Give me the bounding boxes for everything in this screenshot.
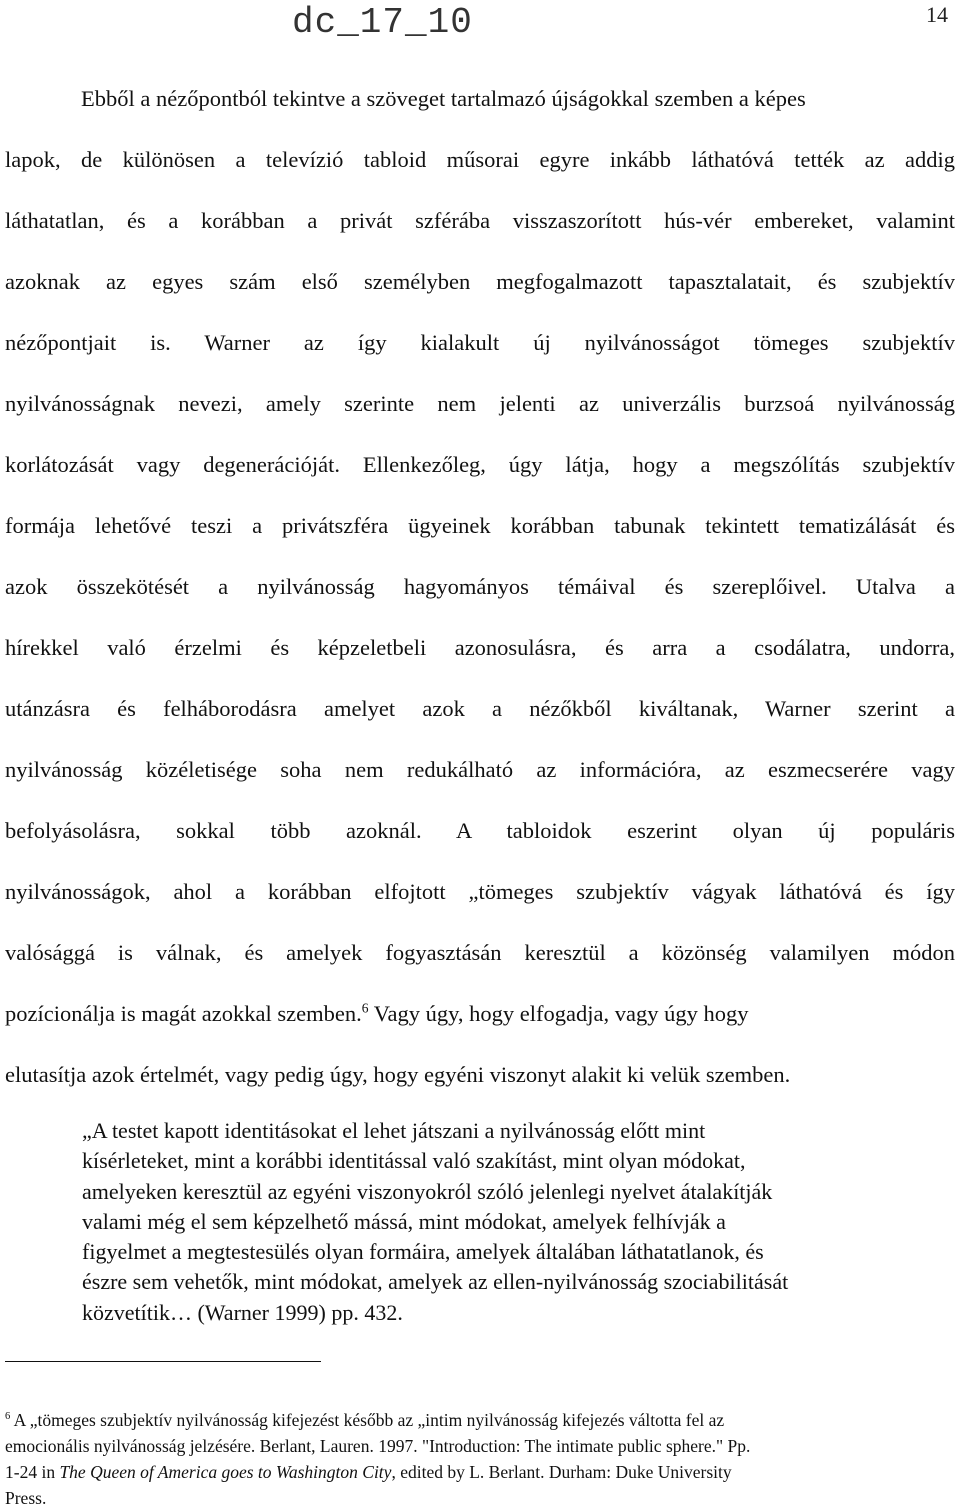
footnote-line: emocionális nyilvánosság jelzésére. Berlant, Lauren. 1997. "Introduction: The intimate public sphere." Pp. <box>5 1436 751 1456</box>
quote-line: közvetítik… (Warner 1999) pp. 432. <box>82 1299 403 1325</box>
paragraph-line: utánzásra és felháborodásra amelyet azok a nézőkből kiváltanak, Warner szerint a <box>5 696 955 721</box>
footnote-line <box>5 1459 950 1485</box>
paragraph-line: azoknak az egyes szám első személyben megfogalmazott tapasztalatait, és szubjektív <box>5 269 955 294</box>
paragraph-text: Vagy úgy, hogy elfogadja, vagy úgy hogy <box>368 1001 749 1026</box>
quote-line: „A testet kapott identitásokat el lehet játszani a nyilvánosság előtt mint <box>82 1118 706 1143</box>
paragraph-line: befolyásolásra, sokkal több azoknál. A tabloidok eszerint olyan új populáris <box>5 818 955 843</box>
paragraph-line: korlátozását vagy degenerációját. Ellenkezőleg, úgy látja, hogy a megszólítás szubjektív <box>5 452 955 477</box>
paragraph-text: pozícionálja is magát azokkal szemben. <box>5 1001 362 1026</box>
footnote-separator <box>5 1361 321 1362</box>
paragraph-line-with-footnote <box>5 983 955 1044</box>
footnote-text: A „tömeges szubjektív nyilvánosság kifejezést később az „intim nyilvánosság kifejezés váltotta fel az <box>10 1410 725 1430</box>
footnote-text: 1-24 in <box>5 1462 60 1482</box>
paragraph-line: nyilvánosságok, ahol a korábban elfojtott „tömeges szubjektív vágyak láthatóvá és így <box>5 879 955 904</box>
page-number: 14 <box>926 2 948 27</box>
paragraph-line: lapok, de különösen a televízió tabloid műsorai egyre inkább láthatóvá tették az addig <box>5 147 955 172</box>
document-code: dc_17_10 <box>292 2 473 43</box>
footnote-line: Press. <box>5 1488 47 1508</box>
footnote-text: , edited by L. Berlant. Durham: Duke University <box>391 1462 732 1482</box>
footnote-number: 6 <box>5 1411 11 1423</box>
paragraph-line: nyilvánosság közéletisége soha nem redukálható az információra, az eszmecserére vagy <box>5 757 955 782</box>
book-title: The Queen of America goes to Washington City <box>59 1462 392 1482</box>
quote-line: figyelmet a megtestesülés olyan formáira, amelyek általában láthatatlanok, és <box>82 1239 764 1265</box>
main-paragraph <box>5 68 955 1105</box>
paragraph-line: hírekkel való érzelmi és képzeletbeli azonosulásra, és arra a csodálatra, undorra, <box>5 635 955 660</box>
paragraph-line: Ebből a nézőpontból tekintve a szöveget tartalmazó újságokkal szemben a képes <box>81 86 806 111</box>
quote-line: amelyeken keresztül az egyéni viszonyokról szóló jelenlegi nyelvet átalakítják <box>82 1178 773 1204</box>
footnote-line <box>5 1407 950 1433</box>
paragraph-line: nézőpontjait is. Warner az így kialakult új nyilvánosságot tömeges szubjektív <box>5 330 955 355</box>
quote-line: kísérleteket, mint a korábbi identitással való szakítást, mint olyan módokat, <box>82 1148 746 1174</box>
paragraph-line: azok összekötését a nyilvánosság hagyományos témáival és szereplőivel. Utalva a <box>5 574 955 599</box>
paragraph-line: nyilvánosságnak nevezi, amely szerinte nem jelenti az univerzális burzsoá nyilvánosság <box>5 391 955 416</box>
paragraph-line: láthatatlan, és a korábban a privát szférába visszaszorított hús-vér embereket, valamint <box>5 208 955 233</box>
paragraph-line: formája lehetővé teszi a privátszféra ügyeinek korábban tabunak tekintett tematizálását és <box>5 513 955 538</box>
paragraph-line: elutasítja azok értelmét, vagy pedig úgy, hogy egyéni viszonyt alakit ki velük szemben. <box>5 1062 791 1087</box>
paragraph-line: valósággá is válnak, és amelyek fogyasztásán keresztül a közönség valamilyen módon <box>5 940 955 965</box>
quote-line: valami még el sem képzelhető mássá, mint módokat, amelyek felhívják a <box>82 1208 726 1234</box>
footnote-reference[interactable]: 6 <box>361 1000 369 1016</box>
block-quote <box>82 1116 912 1328</box>
quote-line: észre sem vehetők, mint módokat, amelyek az ellen-nyilvánosság szociabilitását <box>82 1269 789 1295</box>
footnote <box>5 1407 950 1511</box>
